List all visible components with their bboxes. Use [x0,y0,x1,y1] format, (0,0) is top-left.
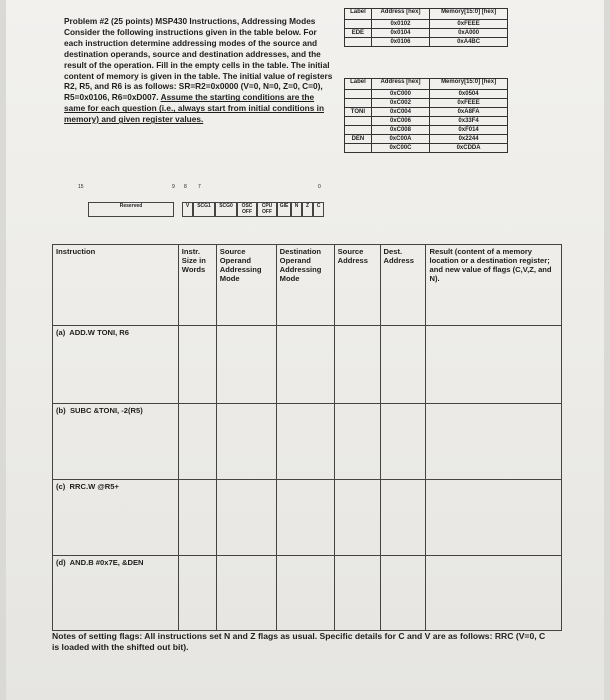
answer-cell[interactable] [380,326,426,404]
problem-title: Problem #2 (25 points) MSP430 Instructions, Addressing Modes [64,16,316,26]
table-row: 0x0102 0xFEEE [345,20,508,29]
header-memory: Memory[15:0] [hex] [430,9,508,20]
answer-cell[interactable] [334,404,380,480]
sr-field-c: C [313,202,324,217]
status-register-diagram: 15 9 8 7 0 Reserved V SCG1 SCG0 OSC OFF CPU OFF GIE N Z C [98,194,330,217]
answer-cell[interactable] [216,326,276,404]
answer-cell[interactable] [276,480,334,556]
answer-cell[interactable] [426,326,562,404]
header-instruction: Instruction [53,245,179,326]
answer-cell[interactable] [276,404,334,480]
table-row: 0xC006 0x33F4 [345,117,508,126]
answer-cell[interactable] [380,556,426,631]
header-address: Address [hex] [371,9,429,20]
header-result: Result (content of a memory location or a destination register; and new value of flags (C,V,Z, and N). [426,245,562,326]
answer-cell[interactable] [178,404,216,480]
sr-field-oscoff: OSC OFF [237,202,257,217]
header-dest-address: Dest. Address [380,245,426,326]
header-dest-mode: Destination Operand Addressing Mode [276,245,334,326]
header-label: Label [345,79,372,90]
answer-cell[interactable] [334,556,380,631]
answer-cell[interactable] [426,404,562,480]
table-row [53,326,562,404]
sr-field-reserved: Reserved [88,202,174,217]
answer-cell[interactable] [426,556,562,631]
table-row [53,480,562,556]
answer-cell[interactable] [380,480,426,556]
answer-cell[interactable] [276,556,334,631]
answer-cell[interactable] [276,326,334,404]
table-row: 0x0106 0xA4BC [345,38,508,47]
memory-table-1 [344,8,508,47]
header-size: Instr. Size in Words [178,245,216,326]
answer-cell[interactable] [380,404,426,480]
answer-cell[interactable] [178,326,216,404]
sr-field-scg1: SCG1 [193,202,215,217]
instruction-table [52,244,562,631]
answer-cell[interactable] [178,556,216,631]
problem-body: Consider the following instructions given in the table below. For each instruction determine addressing modes of the source and destination operands, source and destination addresses, and the result of the operation. Fill in the empty cells in the table. The initial content of memory is given in the table. The initial value of registers R2, R5, and R6 is as follows: SR=R2=0x0000 (V=0, N=0, Z=0, C=0), R5=0x0106, R6=0xD007. [64,26,333,103]
worksheet-page [6,0,604,700]
sr-field-z: Z [302,202,313,217]
sr-field-scg0: SCG0 [215,202,237,217]
table-row: 0xC000 0x0504 [345,90,508,99]
answer-cell[interactable] [178,480,216,556]
header-label: Label [345,9,372,20]
header-address: Address [hex] [371,79,429,90]
instruction-cell: (c) RRC.W @R5+ [53,480,179,556]
sr-field-gie: GIE [277,202,291,217]
answer-cell[interactable] [334,326,380,404]
table-row: EDE 0x0104 0xA000 [345,29,508,38]
table-row: 0xC008 0xF014 [345,126,508,135]
header-memory: Memory[15:0] [hex] [430,79,508,90]
flag-notes: Notes of setting flags: All instructions set N and Z flags as usual. Specific details for C and V are as follows: RRC (V=0, C is loaded with the shifted out bit). [52,631,546,652]
sr-field-cpuoff: CPU OFF [257,202,277,217]
header-source-mode: Source Operand Addressing Mode [216,245,276,326]
answer-cell[interactable] [216,404,276,480]
memory-table-2 [344,78,508,153]
table-row: 0xC002 0xFEEE [345,99,508,108]
instruction-cell: (a) ADD.W TONI, R6 [53,326,179,404]
table-row: DEN 0xC00A 0x2244 [345,135,508,144]
table-row [53,404,562,480]
problem-statement [64,16,336,125]
instruction-cell: (b) SUBC &TONI, -2(R5) [53,404,179,480]
answer-cell[interactable] [334,480,380,556]
instruction-cell: (d) AND.B #0x7E, &DEN [53,556,179,631]
table-row [53,556,562,631]
answer-cell[interactable] [216,480,276,556]
answer-cell[interactable] [216,556,276,631]
table-row: TONI 0xC004 0xA8FA [345,108,508,117]
table-row: 0xC00C 0xCDDA [345,144,508,153]
header-source-address: Source Address [334,245,380,326]
sr-field-v: V [182,202,193,217]
sr-field-n: N [291,202,302,217]
problem-assumption: Assume the starting conditions are the same for each question (i.e., always start from initial conditions in memory) and given register values. [64,92,325,125]
answer-cell[interactable] [426,480,562,556]
